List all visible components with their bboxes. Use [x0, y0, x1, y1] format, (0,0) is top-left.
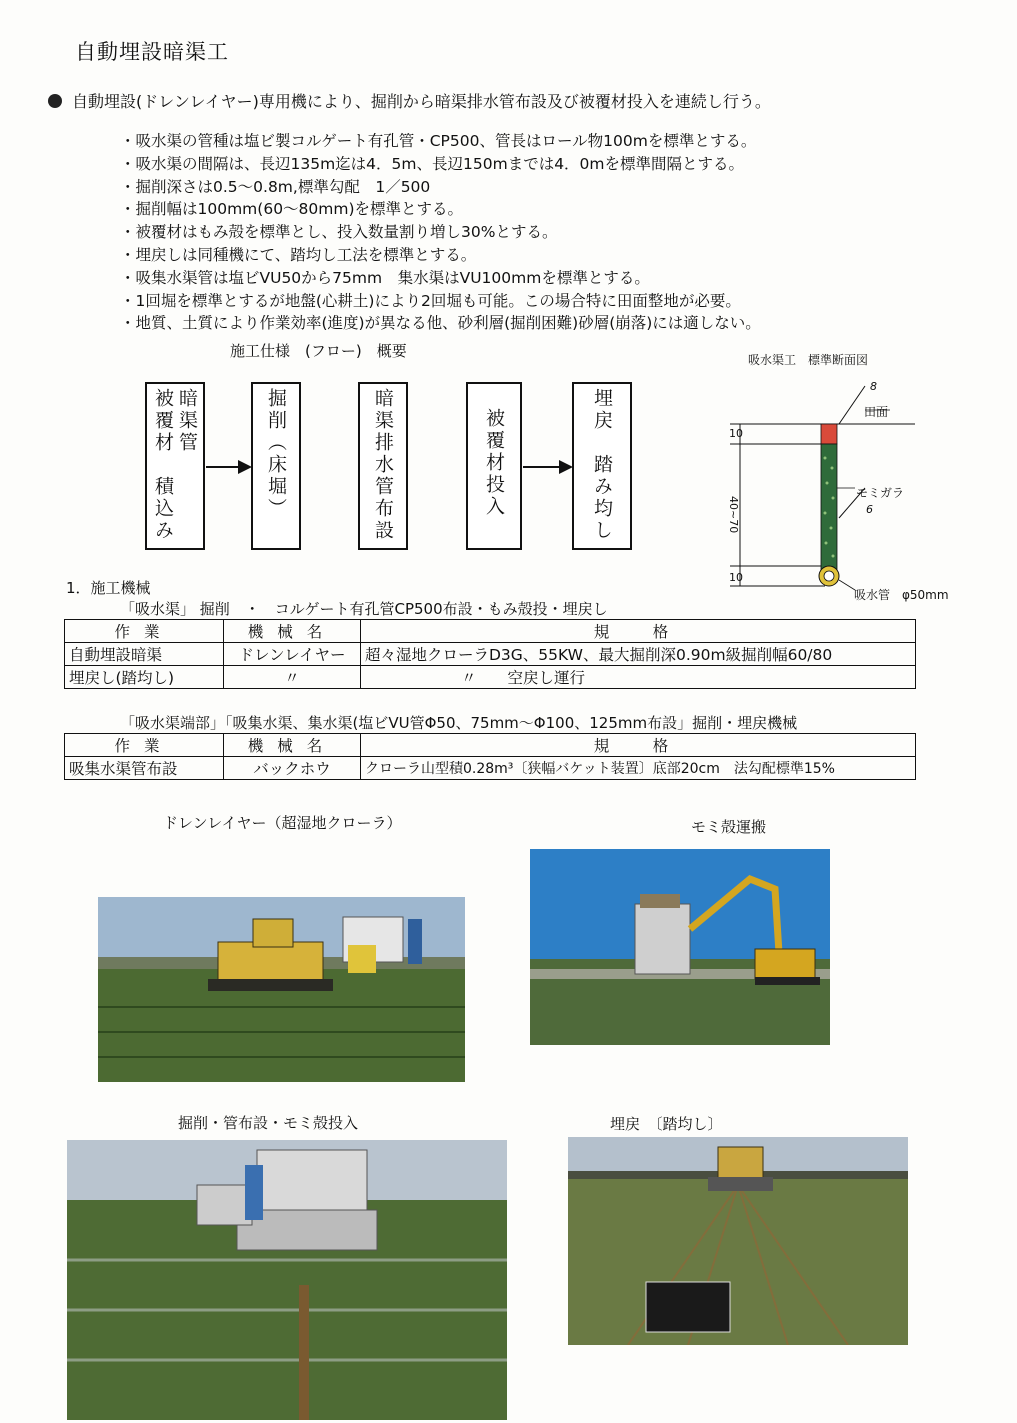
flow-arrow-icon	[206, 466, 250, 468]
bullet-item: ・吸水渠の管種は塩ビ製コルゲート有孔管・CP500、管長はロール物100mを標準とする。	[120, 132, 757, 150]
flow-step-label: 埋戻 踏み均し	[591, 388, 613, 542]
table-cell: クローラ山型積0.28m³〔狭幅バケット装置〕底部20cm 法勾配標準15%	[361, 757, 916, 780]
flow-step-cover-material	[466, 382, 522, 550]
flow-step-pipe-laying	[358, 382, 408, 550]
label-rice-husk: モミガラ	[856, 486, 905, 500]
lead-text: 自動埋設(ドレンレイヤー)専用機により、掘削から暗渠排水管布設及び被覆材投入を連続し行う。	[72, 92, 771, 111]
table-cell: 超々湿地クローラD3G、55KW、最大掘削深0.90m級掘削幅60/80	[361, 643, 916, 666]
machinery-table-1	[64, 619, 916, 689]
machinery-table-2	[64, 733, 916, 780]
table-cell: 〃 空戻し運行	[361, 666, 916, 689]
flow-step-loading	[145, 382, 205, 550]
bullet-item: ・埋戻しは同種機にて、踏均し工法を標準とする。	[120, 245, 477, 264]
section2-subtitle: 「吸水渠端部」「吸集水渠、集水渠(塩ビVU管Φ50、75mm～Φ100、125mm布設」掘削・埋戻機械	[120, 714, 798, 732]
table-cell: 吸集水渠管布設	[65, 757, 224, 780]
dim-middle: 40~70	[727, 496, 740, 534]
cross-section-diagram	[715, 368, 965, 608]
header-cell: 作業	[65, 734, 224, 757]
flow-step-excavation	[251, 382, 301, 550]
table-row	[65, 757, 916, 780]
flow-step-label: 暗渠管	[176, 388, 198, 454]
flow-step-label: 掘削（床堀）	[265, 388, 287, 520]
flow-step-label: 被覆材投入	[483, 408, 505, 518]
diagram-caption: 吸水渠工 標準断面図	[748, 353, 869, 367]
table-header-row	[65, 734, 916, 757]
angle-label-bottom: 6	[866, 503, 873, 516]
flow-arrow-icon	[523, 466, 571, 468]
table-row	[65, 643, 916, 666]
section-heading-machinery: 1．施工機械	[66, 579, 151, 597]
photo-caption-husk-transport: モミ殻運搬	[691, 818, 767, 836]
table-cell: 自動埋設暗渠	[65, 643, 224, 666]
photo-caption-excavation: 掘削・管布設・モミ殻投入	[178, 1114, 359, 1132]
photo-backfill	[568, 1137, 908, 1345]
photo-caption-backfill: 埋戻 〔踏均し〕	[610, 1115, 723, 1133]
table-cell: バックホウ	[224, 757, 361, 780]
angle-label-top: 8	[870, 380, 877, 393]
bullet-dot-icon	[48, 94, 62, 108]
header-cell: 規 格	[361, 734, 916, 757]
flow-title: 施工仕様 (フロー) 概要	[230, 342, 407, 360]
flow-step-backfill	[572, 382, 632, 550]
bullet-item: ・1回堀を標準とするが地盤(心耕土)により2回堀も可能。この場合特に田面整地が必要。	[120, 291, 741, 310]
label-ground-surface: 田面	[864, 405, 889, 419]
lead-paragraph	[48, 89, 771, 112]
photo-excavation	[67, 1140, 507, 1420]
header-cell: 作業	[65, 620, 224, 643]
table-cell: 〃	[224, 666, 361, 689]
table-row	[65, 666, 916, 689]
photo-drainlayer	[98, 897, 465, 1082]
header-cell: 機械名	[224, 734, 361, 757]
section1-subtitle: 「吸水渠」 掘削 ・ コルゲート有孔管CP500布設・もみ殻投・埋戻し	[120, 600, 608, 618]
bullet-item: ・吸水渠の間隔は、長辺135m迄は4．5m、長辺150mまでは4．0mを標準間隔とする。	[120, 154, 745, 173]
flow-step-label: 被覆材 積込み	[152, 388, 174, 542]
bullet-item: ・掘削深さは0.5～0.8m,標準勾配 1／500	[120, 177, 431, 196]
bullet-item: ・吸集水渠管は塩ビVU50から75mm 集水渠はVU100mmを標準とする。	[120, 268, 650, 287]
label-drain-pipe: 吸水管 φ50mm	[854, 588, 949, 602]
bullet-item: ・地質、土質により作業効率(進度)が異なる他、砂利層(掘削困難)砂層(崩落)には適しない。	[120, 314, 761, 333]
bullet-item: ・掘削幅は100mm(60～80mm)を標準とする。	[120, 200, 464, 219]
table-cell: 埋戻し(踏均し)	[65, 666, 224, 689]
photo-caption-drainlayer: ドレンレイヤー（超湿地クローラ）	[163, 814, 402, 832]
dim-bottom: 10	[729, 571, 743, 584]
spec-bullet-list	[120, 130, 761, 335]
table-cell: ドレンレイヤー	[224, 643, 361, 666]
table-header-row	[65, 620, 916, 643]
photo-husk-transport	[530, 849, 830, 1045]
flow-step-label: 暗渠排水管布設	[372, 388, 394, 542]
header-cell: 機械名	[224, 620, 361, 643]
page-title: 自動埋設暗渠工	[75, 40, 229, 64]
header-cell: 規 格	[361, 620, 916, 643]
dim-top: 10	[729, 427, 743, 440]
bullet-item: ・被覆材はもみ殻を標準とし、投入数量割り増し30%とする。	[120, 223, 558, 242]
